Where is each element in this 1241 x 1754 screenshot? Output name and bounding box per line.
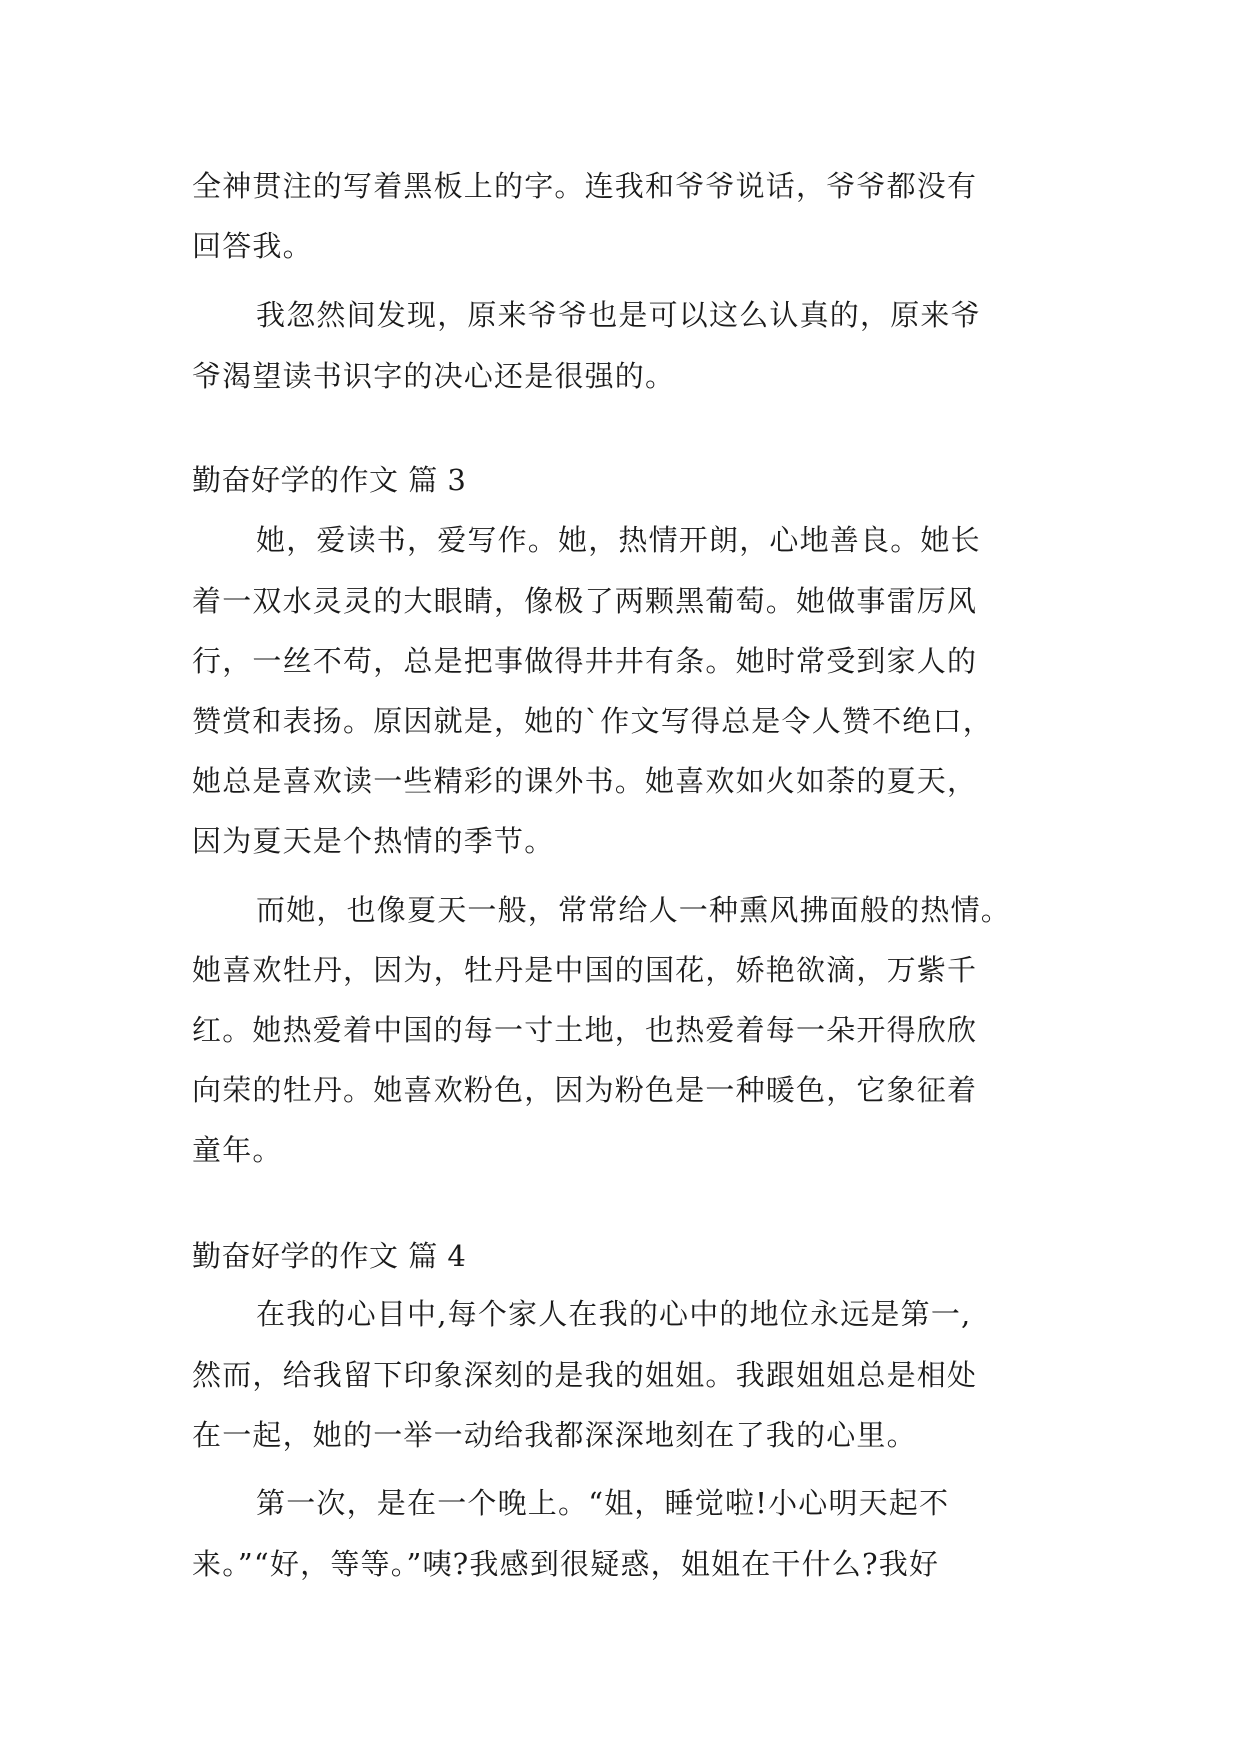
paragraph-line: 她喜欢牡丹，因为，牡丹是中国的国花，娇艳欲滴，万紫千	[192, 953, 978, 987]
paragraph-line: 红。她热爱着中国的每一寸土地，也热爱着每一朵开得欣欣	[192, 1013, 978, 1047]
section-heading: 勤奋好学的作文 篇 3	[192, 463, 467, 497]
paragraph-line: 回答我。	[192, 229, 313, 263]
paragraph-line: 然而，给我留下印象深刻的是我的姐姐。我跟姐姐总是相处	[192, 1358, 978, 1392]
paragraph-line: 向荣的牡丹。她喜欢粉色，因为粉色是一种暖色，它象征着	[192, 1073, 978, 1107]
paragraph-line: 行，一丝不苟，总是把事做得井井有条。她时常受到家人的	[192, 644, 978, 678]
paragraph-line: 因为夏天是个热情的季节。	[192, 824, 555, 858]
paragraph-line: 而她，也像夏天一般，常常给人一种熏风拂面般的热情。	[256, 893, 1012, 927]
section-heading: 勤奋好学的作文 篇 4	[192, 1239, 467, 1273]
paragraph-line: 赞赏和表扬。原因就是，她的`作文写得总是令人赞不绝口，	[192, 704, 993, 738]
paragraph-line: 在一起，她的一举一动给我都深深地刻在了我的心里。	[192, 1418, 917, 1452]
paragraph-line: 来。”“好，等等。”咦?我感到很疑惑，姐姐在干什么?我好	[192, 1547, 940, 1581]
paragraph-line: 在我的心目中,每个家人在我的心中的地位永远是第一,	[256, 1297, 972, 1331]
paragraph-line: 她，爱读书，爱写作。她，热情开朗，心地善良。她长	[256, 523, 981, 557]
paragraph-line: 她总是喜欢读一些精彩的课外书。她喜欢如火如荼的夏天，	[192, 764, 978, 798]
paragraph-line: 着一双水灵灵的大眼睛，像极了两颗黑葡萄。她做事雷厉风	[192, 584, 978, 618]
paragraph-line: 第一次，是在一个晚上。“姐，睡觉啦!小心明天起不	[256, 1486, 950, 1520]
paragraph-line: 童年。	[192, 1133, 283, 1167]
paragraph-line: 我忽然间发现，原来爷爷也是可以这么认真的，原来爷	[256, 298, 981, 332]
paragraph-line: 爷渴望读书识字的决心还是很强的。	[192, 359, 676, 393]
paragraph-line: 全神贯注的写着黑板上的字。连我和爷爷说话，爷爷都没有	[192, 169, 978, 203]
